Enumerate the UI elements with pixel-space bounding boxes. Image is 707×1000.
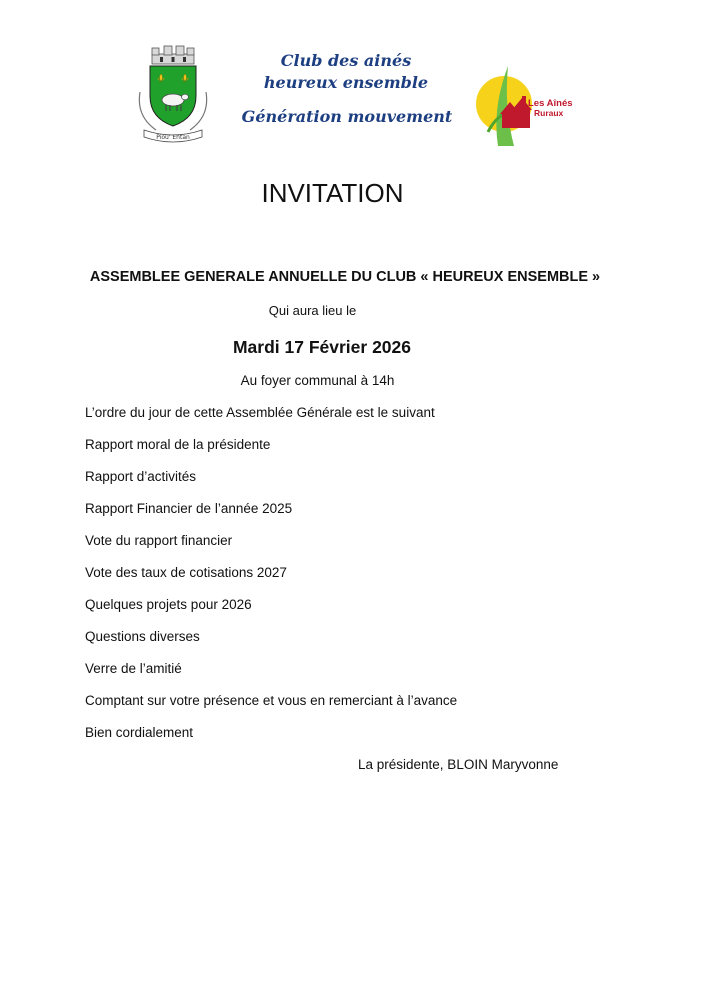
signature: La présidente, BLOIN Maryvonne	[358, 757, 559, 772]
club-name-line2: heureux ensemble	[263, 73, 429, 92]
aines-ruraux-logo	[470, 62, 580, 152]
coat-of-arms-logo	[130, 44, 216, 144]
agenda-item: Vote du rapport financier	[85, 533, 233, 548]
agenda-item: Quelques projets pour 2026	[85, 597, 252, 612]
agenda-intro: L’ordre du jour de cette Assemblée Générale est le suivant	[85, 405, 435, 420]
closing-text: Comptant sur votre présence et vous en remerciant à l’avance	[85, 693, 458, 708]
agenda-item: Questions diverses	[85, 629, 200, 644]
agenda-item: Rapport d’activités	[85, 469, 197, 484]
agenda-item: Vote des taux de cotisations 2027	[85, 565, 287, 580]
logo-text-line1: Les Aînés	[528, 98, 573, 109]
event-date: Mardi 17 Février 2026	[232, 337, 412, 357]
agenda-item: Rapport Financier de l’année 2025	[85, 501, 293, 516]
event-venue: Au foyer communal à 14h	[240, 373, 395, 388]
crest-motto: Piou' Entan	[156, 134, 190, 141]
invitation-title: INVITATION	[261, 178, 404, 208]
club-name-line1: Club des ainés	[280, 51, 412, 70]
assembly-heading: ASSEMBLEE GENERALE ANNUELLE DU CLUB « HEUREUX ENSEMBLE »	[89, 269, 601, 285]
agenda-item: Rapport moral de la présidente	[85, 437, 271, 452]
farewell-text: Bien cordialement	[85, 725, 194, 740]
subheading: Qui aura lieu le	[268, 303, 357, 318]
logo-text-line2: Ruraux	[534, 108, 564, 118]
movement-name: Génération mouvement	[241, 107, 453, 126]
agenda-item: Verre de l’amitié	[85, 661, 182, 676]
